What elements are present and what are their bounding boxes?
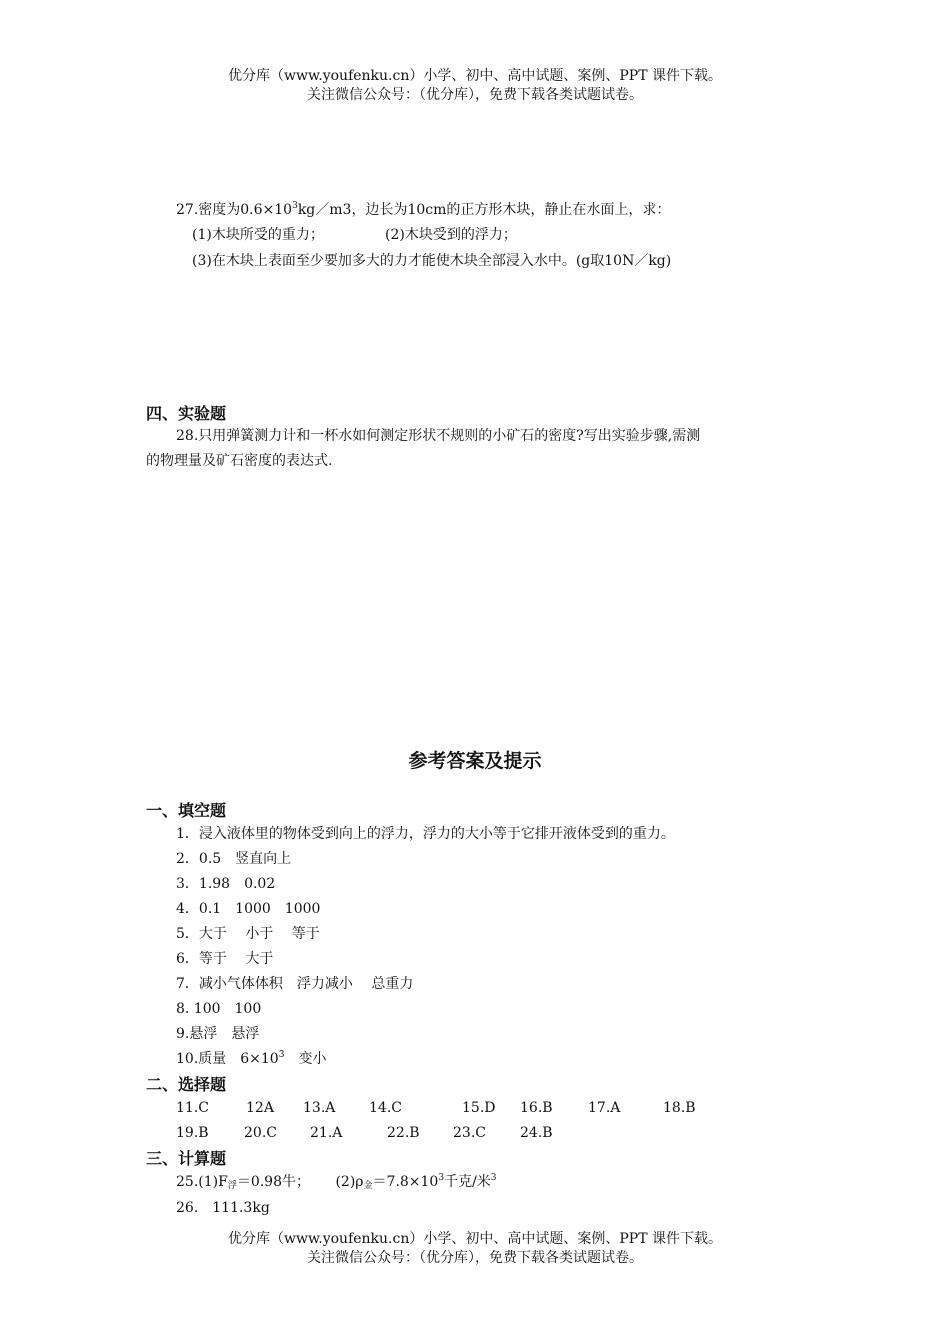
choice-answer: 15.D	[462, 1100, 496, 1116]
q25-part-a: 25.(1)F	[176, 1174, 228, 1190]
header-line-2: 关注微信公众号：（优分库），免费下载各类试题试卷。	[307, 87, 643, 103]
choice-heading: 二、选择题	[146, 1075, 227, 1094]
fill-answer-2: 2．0.5 竖直向上	[176, 851, 292, 867]
fill-answer-4: 4．0.1 1000 1000	[176, 901, 321, 917]
choice-answer: 24.B	[520, 1125, 553, 1141]
q27-stem-sup: 3	[292, 201, 298, 211]
q25-part-c: ＝7.8×10	[372, 1174, 439, 1190]
choice-answer: 23.C	[453, 1125, 486, 1141]
q28-line-2: 的物理量及矿石密度的表达式.	[146, 453, 333, 469]
fill-answer-10-b: 变小	[284, 1051, 327, 1067]
choice-answer: 21.A	[310, 1125, 343, 1141]
fill-answer-5: 5．大于 小于 等于	[176, 926, 320, 942]
calc-answer-25	[176, 1171, 497, 1193]
fill-answer-7: 7．减小气体体积 浮力减小 总重力	[176, 976, 414, 992]
q27-part-1: (1)木块所受的重力；	[192, 227, 324, 243]
fill-answer-8: 8. 100 100	[176, 1001, 262, 1017]
choice-answer: 12A	[246, 1100, 274, 1116]
fill-answer-10-a: 10.质量 6×10	[176, 1051, 279, 1067]
choice-answer: 17.A	[588, 1100, 621, 1116]
q27-part-2: (2)木块受到的浮力；	[385, 227, 517, 243]
footer-line-2: 关注微信公众号：（优分库），免费下载各类试题试卷。	[307, 1250, 643, 1266]
choice-answer: 16.B	[520, 1100, 553, 1116]
fill-answer-1: 1．浸入液体里的物体受到向上的浮力，浮力的大小等于它排开液体受到的重力。	[176, 826, 675, 842]
fill-answer-10-sup: 3	[278, 1050, 285, 1060]
q27-stem-part-b: kg／m3，边长为10cm的正方形木块，静止在水面上，求：	[297, 202, 671, 218]
fill-answer-9: 9.悬浮 悬浮	[176, 1026, 260, 1042]
choice-answer: 20.C	[244, 1125, 277, 1141]
q25-sub-2: 金	[363, 1181, 373, 1191]
calc-answer-26: 26. 111.3kg	[176, 1200, 270, 1216]
answers-title: 参考答案及提示	[408, 750, 542, 772]
fill-answer-10	[176, 1048, 326, 1070]
q28-line-1: 28.只用弹簧测力计和一杯水如何测定形状不规则的小矿石的密度?写出实验步骤,需测	[176, 428, 701, 444]
q25-sub-1: 浮	[227, 1181, 237, 1191]
header-line-1: 优分库（www.youfenku.cn）小学、初中、高中试题、案例、PPT 课件下载。	[227, 68, 722, 84]
q27-stem-part-a: 27.密度为0.6×10	[176, 202, 293, 218]
choice-answer: 19.B	[176, 1125, 209, 1141]
choice-answer: 13.A	[303, 1100, 336, 1116]
choice-answer: 11.C	[176, 1100, 209, 1116]
q27-part-3: (3)在木块上表面至少要加多大的力才能使木块全部浸入水中。(g取10N／kg)	[192, 253, 672, 269]
q27-stem	[176, 199, 670, 221]
choice-answer: 22.B	[387, 1125, 420, 1141]
q25-part-b: ＝0.98牛； (2)ρ	[236, 1174, 364, 1190]
fill-answer-3: 3．1.98 0.02	[176, 876, 276, 892]
section-4-heading: 四、实验题	[146, 404, 227, 423]
q25-sup-2: 3	[490, 1173, 497, 1183]
calc-heading: 三、计算题	[146, 1149, 227, 1168]
fill-answer-6: 6．等于 大于	[176, 951, 274, 967]
q25-part-d: 千克/米	[444, 1174, 491, 1190]
choice-answer: 18.B	[663, 1100, 696, 1116]
fill-heading: 一、填空题	[146, 801, 227, 820]
footer-line-1: 优分库（www.youfenku.cn）小学、初中、高中试题、案例、PPT 课件下载。	[227, 1231, 722, 1247]
choice-answer: 14.C	[369, 1100, 402, 1116]
q25-sup-1: 3	[438, 1173, 445, 1183]
